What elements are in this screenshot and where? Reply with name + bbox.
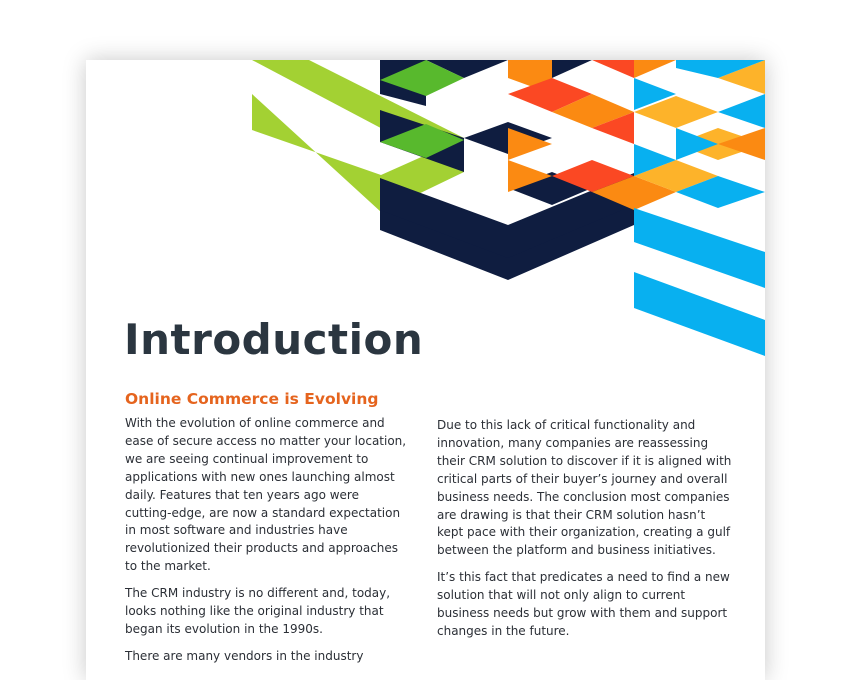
red-diamond (592, 60, 634, 78)
navy-chevron (552, 60, 592, 78)
page-title: Introduction (124, 315, 424, 364)
paragraph: With the evolution of online commerce and ease of secure access no matter your location, we are seeing continual improvement to applications with new ones launching almost daily. Features that ten years ago were cutting-edge, are now a standard expectation in most software and industries have revolutionized their products and approaches to the market. (125, 416, 407, 574)
paragraph: Due to this lack of critical functionality and innovation, many companies are reassessing their CRM solution to discover if it is aligned with critical parts of their buyer’s journey and overall business needs. The conclusion most companies are drawing is that their CRM solution hasn’t kept pace with their organization, creating a gulf between the platform and business initiatives. (437, 418, 732, 558)
blue-diamond (676, 60, 718, 78)
left-column (125, 415, 407, 675)
paragraph: There are many vendors in the industry (125, 648, 364, 663)
document-page (86, 60, 765, 680)
paragraph: The CRM industry is no different and, today, looks nothing like the original industry that began its evolution in the 1990s. (125, 586, 391, 636)
right-column (437, 417, 732, 650)
blue-stripe (634, 272, 765, 356)
orange-diamond (634, 60, 676, 78)
section-heading: Online Commerce is Evolving (125, 390, 379, 408)
paragraph: It’s this fact that predicates a need to find a new solution that will not only align to current business needs but grow with them and support changes in the future. (437, 570, 730, 638)
blue-diamond (718, 94, 765, 128)
blue-stripe (634, 208, 765, 288)
